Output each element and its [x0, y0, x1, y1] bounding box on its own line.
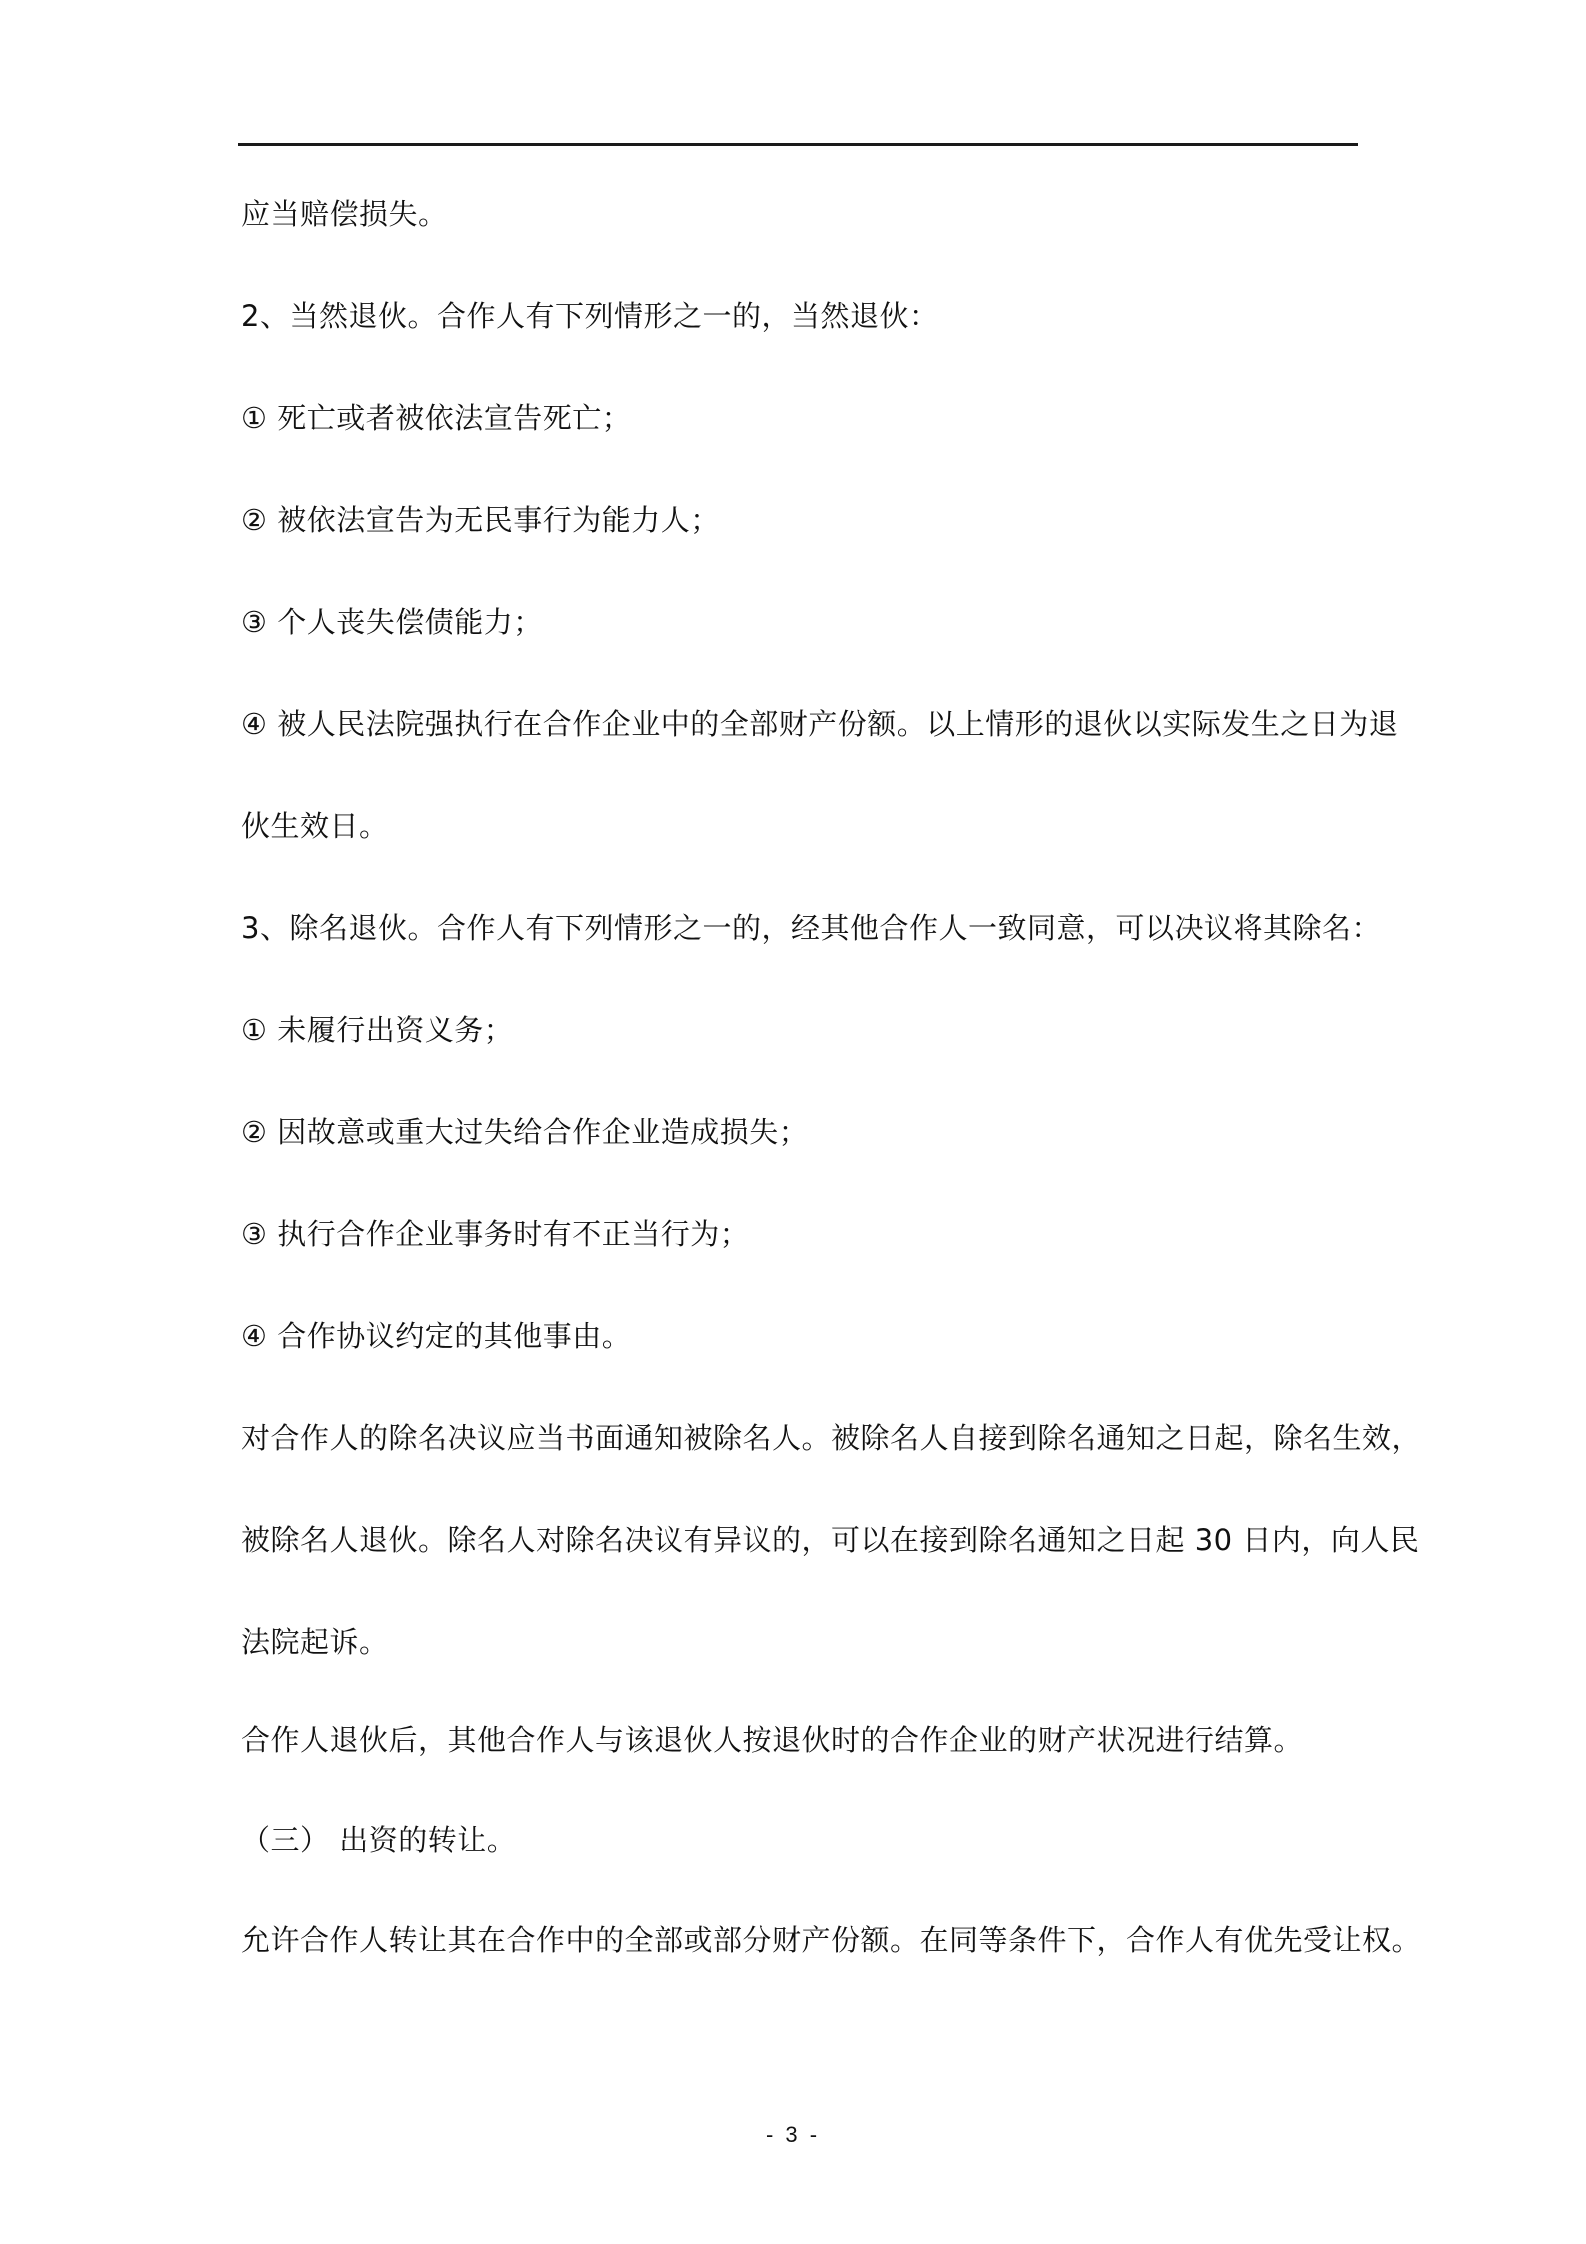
paragraph-line: 被除名人退伙。除名人对除名决议有异议的，可以在接到除名通知之日起 30 日内，向人民	[241, 1523, 1420, 1557]
paragraph-line: 应当赔偿损失。	[241, 197, 448, 231]
list-item: ① 未履行出资义务；	[241, 1013, 514, 1047]
header-rule	[238, 143, 1358, 146]
list-item: ④ 合作协议约定的其他事由。	[241, 1319, 632, 1353]
paragraph-line: 对合作人的除名决议应当书面通知被除名人。被除名人自接到除名通知之日起，除名生效，	[241, 1421, 1422, 1455]
list-item: ③ 执行合作企业事务时有不正当行为；	[241, 1217, 750, 1251]
paragraph-line: 3、除名退伙。合作人有下列情形之一的，经其他合作人一致同意，可以决议将其除名：	[241, 911, 1381, 945]
paragraph-line: 法院起诉。	[241, 1625, 389, 1659]
section-heading: （三） 出资的转让。	[241, 1823, 517, 1857]
list-item: ① 死亡或者被依法宣告死亡；	[241, 401, 632, 435]
paragraph-line: 2、当然退伙。合作人有下列情形之一的，当然退伙：	[241, 299, 939, 333]
list-item: ② 被依法宣告为无民事行为能力人；	[241, 503, 720, 537]
list-item: ④ 被人民法院强执行在合作企业中的全部财产份额。以上情形的退伙以实际发生之日为退	[241, 707, 1399, 741]
paragraph-line: 伙生效日。	[241, 809, 389, 843]
paragraph-line: 允许合作人转让其在合作中的全部或部分财产份额。在同等条件下，合作人有优先受让权。	[241, 1923, 1422, 1957]
paragraph-line: 合作人退伙后，其他合作人与该退伙人按退伙时的合作企业的财产状况进行结算。	[241, 1723, 1304, 1757]
page-number: - 3 -	[765, 2122, 821, 2147]
list-item: ② 因故意或重大过失给合作企业造成损失；	[241, 1115, 809, 1149]
list-item: ③ 个人丧失偿债能力；	[241, 605, 543, 639]
